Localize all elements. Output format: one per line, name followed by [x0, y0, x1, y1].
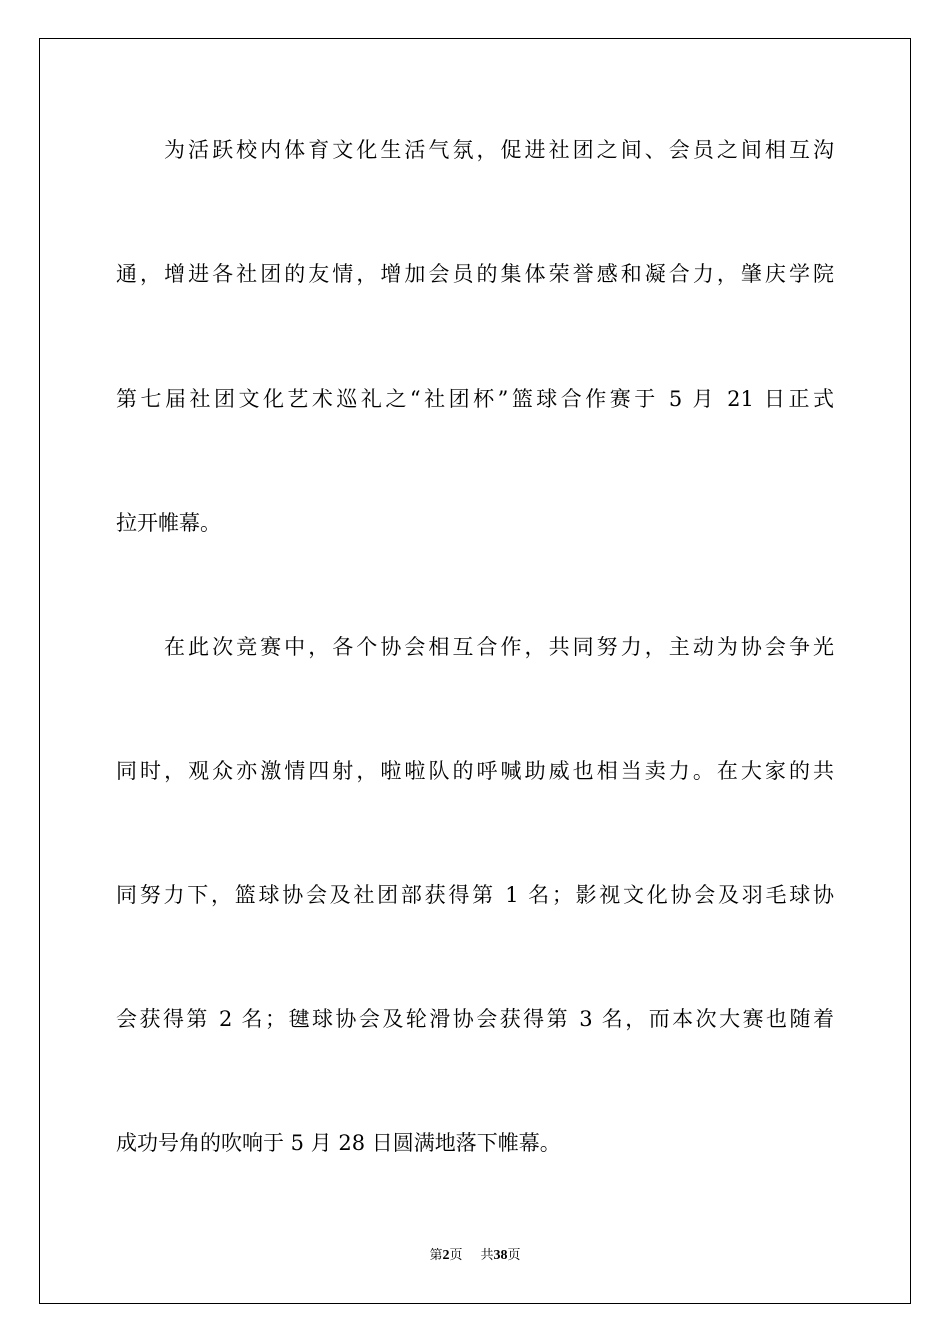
paragraph-1-line-1: 为活跃校内体育文化生活气氛，促进社团之间、会员之间相互沟: [164, 138, 834, 162]
paragraph-2-line-4: 会获得第 2 名；毽球协会及轮滑协会获得第 3 名，而本次大赛也随着: [116, 1007, 834, 1031]
page-border: [39, 38, 911, 1304]
page-suffix: 页: [449, 1248, 463, 1263]
page-prefix: 第: [429, 1248, 443, 1263]
paragraph-2-line-1: 在此次竞赛中，各个协会相互合作，共同努力，主动为协会争光: [164, 635, 834, 659]
page-number: 2: [442, 1248, 450, 1263]
paragraph-2-line-2: 同时，观众亦激情四射，啦啦队的呼喊助威也相当卖力。在大家的共: [116, 759, 834, 783]
total-pages: 38: [493, 1248, 508, 1263]
total-suffix: 页: [507, 1248, 521, 1263]
paragraph-1-line-2: 通，增进各社团的友情，增加会员的集体荣誉感和凝合力，肇庆学院: [116, 262, 834, 286]
paragraph-2-line-5: 成功号角的吹响于 5 月 28 日圆满地落下帷幕。: [116, 1131, 561, 1155]
page-footer: [0, 1247, 950, 1265]
total-prefix: 共: [480, 1248, 494, 1263]
paragraph-1-line-3: 第七届社团文化艺术巡礼之“社团杯”篮球合作赛于 5 月 21 日正式: [116, 387, 834, 411]
paragraph-1-line-4: 拉开帷幕。: [116, 511, 221, 535]
paragraph-2-line-3: 同努力下，篮球协会及社团部获得第 1 名；影视文化协会及羽毛球协: [116, 883, 834, 907]
